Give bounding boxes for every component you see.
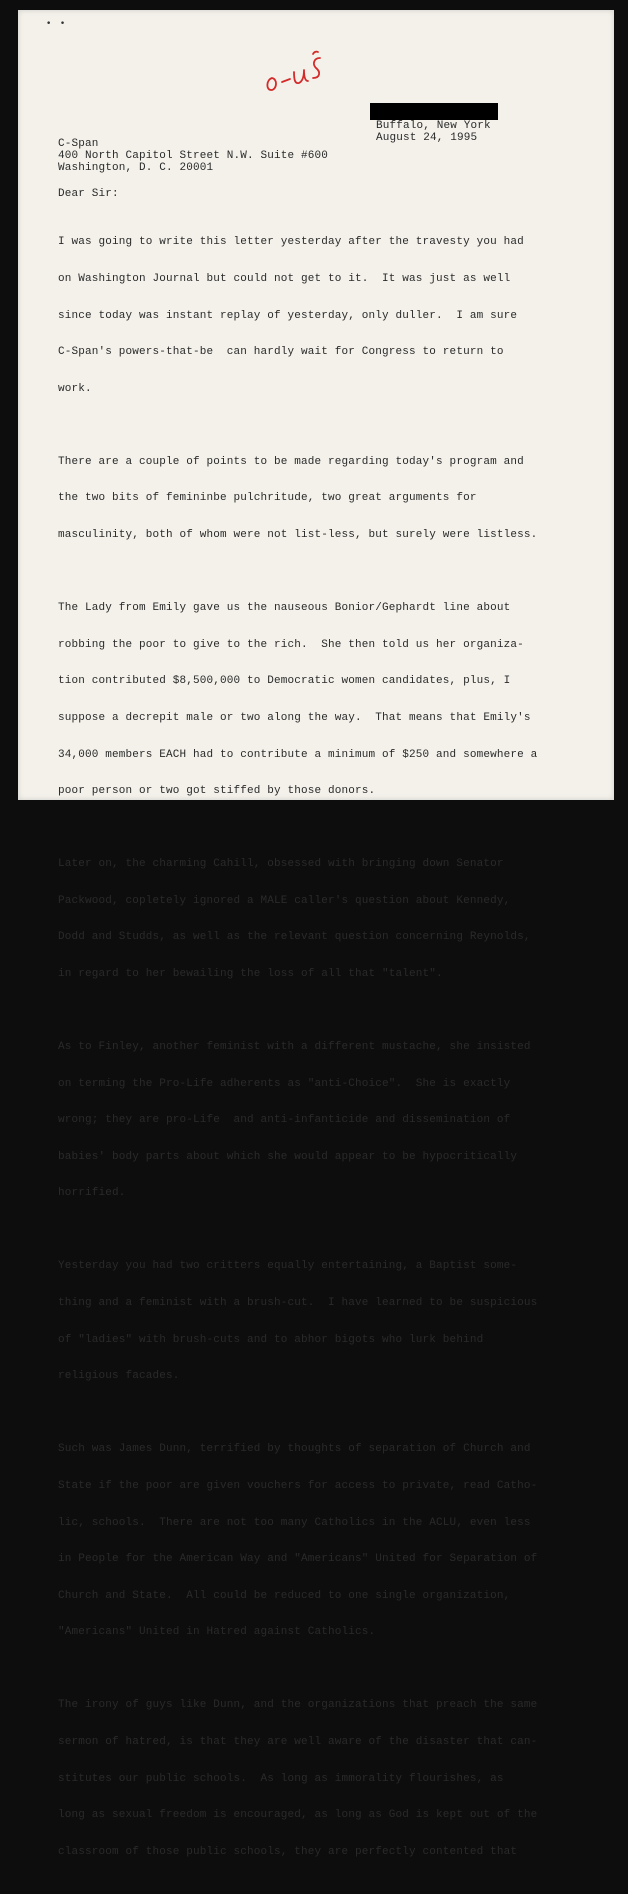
text-line: classroom of those public schools, they are perfectly contented that <box>58 1845 518 1858</box>
text-line: in regard to her bewailing the loss of all that "talent". <box>58 967 443 980</box>
redacted-name <box>370 103 498 120</box>
text-line: C-Span's powers-that-be can hardly wait for Congress to return to <box>58 346 504 359</box>
sender-city: Buffalo, New York <box>376 120 491 132</box>
paragraph <box>58 1419 548 1663</box>
paragraph <box>58 578 548 822</box>
text-line: Dodd and Studds, as well as the relevant question concerning Reynolds, <box>58 931 531 944</box>
text-line: work. <box>58 382 92 395</box>
text-line: in People for the American Way and "Americans" United for Separation of <box>58 1553 538 1566</box>
letter-body <box>58 212 548 1894</box>
paragraph <box>58 1017 548 1224</box>
text-line: 34,000 members EACH had to contribute a minimum of $250 and somewhere a <box>58 748 538 761</box>
text-line: tion contributed $8,500,000 to Democratic women candidates, plus, I <box>58 675 511 688</box>
text-line: long as sexual freedom is encouraged, as long as God is kept out of the <box>58 1809 538 1822</box>
text-line: masculinity, both of whom were not list-less, but surely were listless. <box>58 529 538 542</box>
text-line: Yesterday you had two critters equally entertaining, a Baptist some- <box>58 1260 518 1273</box>
text-line: on Washington Journal but could not get to it. It was just as well <box>58 273 511 286</box>
salutation: Dear Sir: <box>58 188 119 200</box>
text-line: suppose a decrepit male or two along the way. That means that Emily's <box>58 711 531 724</box>
text-line: babies' body parts about which she would appear to be hypocritically <box>58 1150 518 1163</box>
handwritten-mark <box>258 48 348 103</box>
paragraph <box>58 431 548 565</box>
text-line: lic, schools. There are not too many Catholics in the ACLU, even less <box>58 1516 531 1529</box>
text-line: "Americans" United in Hatred against Catholics. <box>58 1626 376 1639</box>
text-line: poor person or two got stiffed by those donors. <box>58 785 376 798</box>
text-line: the two bits of femininbe pulchritude, two great arguments for <box>58 492 477 505</box>
text-line: religious facades. <box>58 1370 180 1383</box>
paragraph <box>58 1675 548 1882</box>
text-line: The irony of guys like Dunn, and the organizations that preach the same <box>58 1699 538 1712</box>
paragraph <box>58 212 548 419</box>
text-line: of "ladies" with brush-cuts and to abhor bigots who lurk behind <box>58 1333 484 1346</box>
text-line: robbing the poor to give to the rich. She then told us her organiza- <box>58 638 524 651</box>
text-line: wrong; they are pro-Life and anti-infanticide and dissemination of <box>58 1114 511 1127</box>
text-line: Church and State. All could be reduced to one single organization, <box>58 1589 511 1602</box>
sender-address <box>376 120 491 144</box>
paragraph <box>58 834 548 1005</box>
text-line: thing and a feminist with a brush-cut. I have learned to be suspicious <box>58 1297 538 1310</box>
recipient-address <box>58 138 328 175</box>
text-line: stitutes our public schools. As long as immorality flourishes, as <box>58 1772 504 1785</box>
text-line: I was going to write this letter yesterday after the travesty you had <box>58 236 524 249</box>
recipient-line: Washington, D. C. 20001 <box>58 162 214 175</box>
text-line: since today was instant replay of yesterday, only duller. I am sure <box>58 309 518 322</box>
text-line: Such was James Dunn, terrified by thoughts of separation of Church and <box>58 1443 531 1456</box>
text-line: Later on, the charming Cahill, obsessed with bringing down Senator <box>58 858 504 871</box>
text-line: on terming the Pro-Life adherents as "anti-Choice". She is exactly <box>58 1077 511 1090</box>
text-line: State if the poor are given vouchers for access to private, read Catho- <box>58 1479 538 1492</box>
text-line: Packwood, copletely ignored a MALE caller's question about Kennedy, <box>58 894 511 907</box>
letter-date: August 24, 1995 <box>376 132 478 145</box>
text-line: sermon of hatred, is that they are well aware of the disaster that can- <box>58 1735 538 1748</box>
recipient-line: 400 North Capitol Street N.W. Suite #600 <box>58 150 329 163</box>
paragraph <box>58 1236 548 1407</box>
text-line: horrified. <box>58 1187 126 1200</box>
text-line: As to Finley, another feminist with a different mustache, she insisted <box>58 1041 531 1053</box>
scan-specks: • • <box>46 19 66 29</box>
text-line: There are a couple of points to be made regarding today's program and <box>58 455 524 468</box>
recipient-line: C-Span <box>58 138 99 150</box>
text-line: The Lady from Emily gave us the nauseous Bonior/Gephardt line about <box>58 602 511 615</box>
